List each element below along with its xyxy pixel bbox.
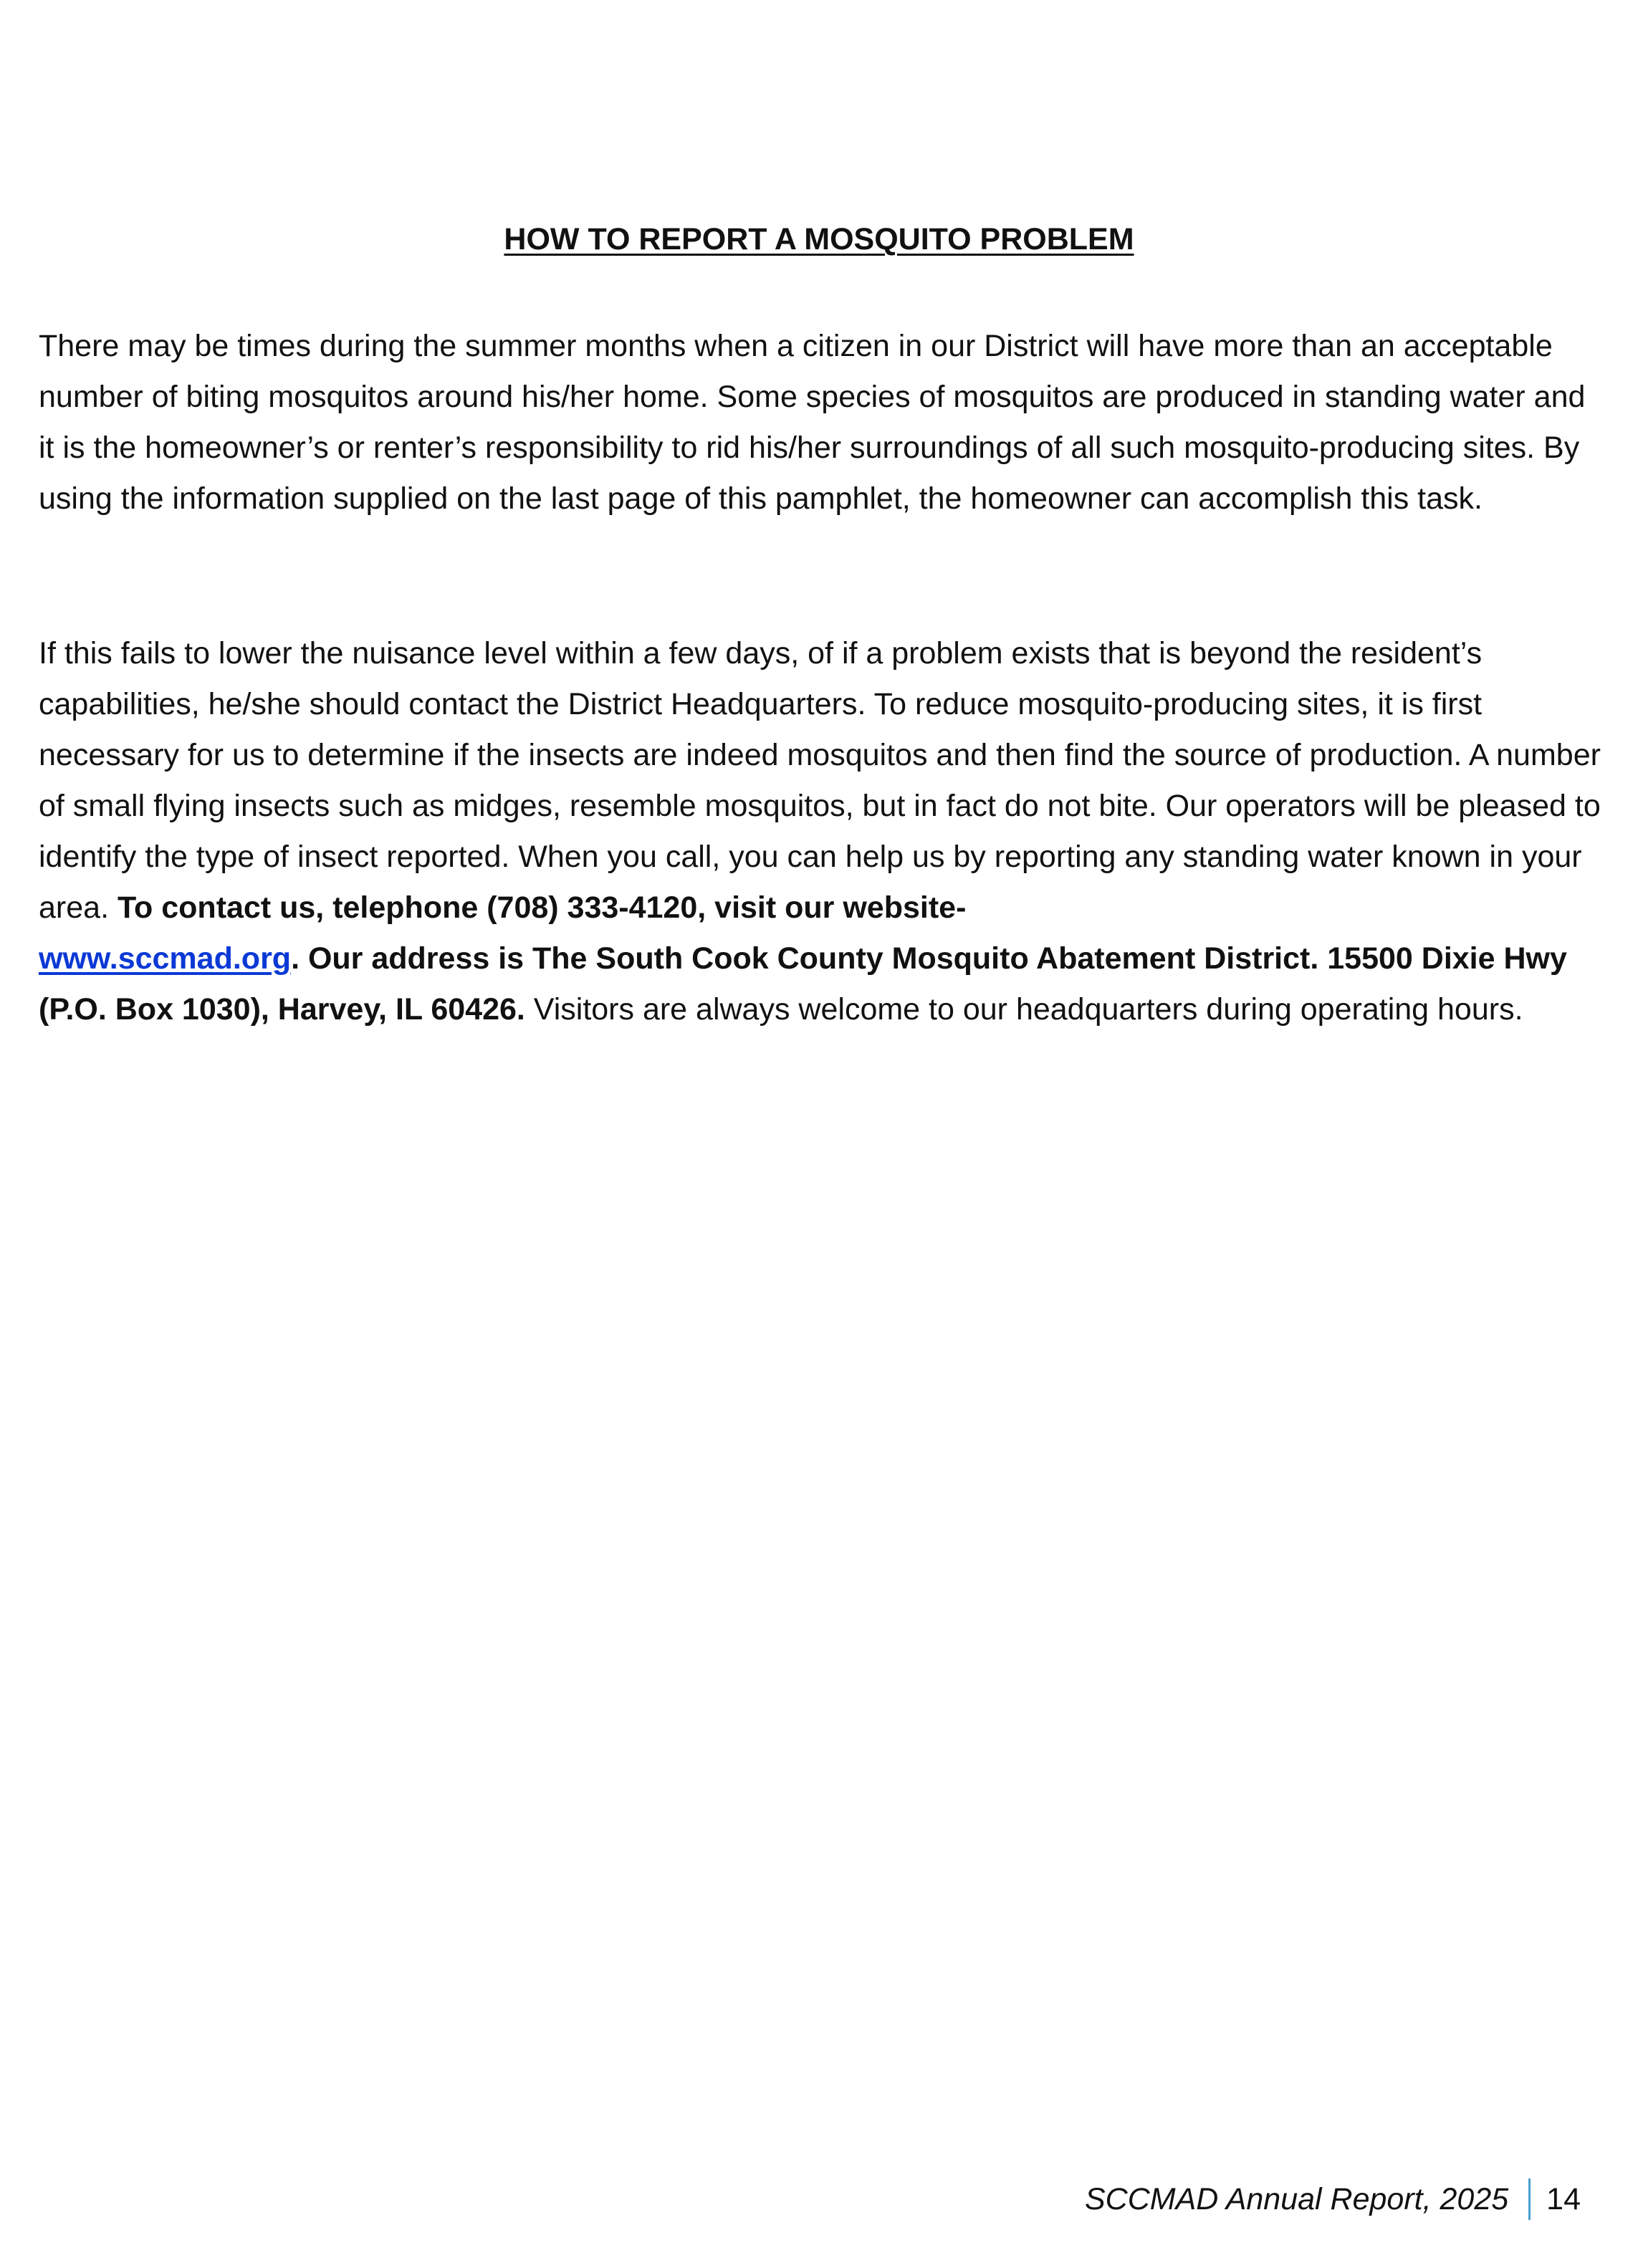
footer-report-label: SCCMAD Annual Report, 2025 [1085,2181,1509,2216]
paragraph-contact [39,628,1601,1035]
website-link[interactable]: www.sccmad.org [39,941,292,976]
contact-phone-text: To contact us, telephone (708) 333-4120, visit our website- [117,890,967,925]
visitors-text: Visitors are always welcome to our headquarters during operating hours. [525,992,1523,1027]
page-number: 14 [1546,2181,1581,2216]
page-footer [1085,2178,1581,2221]
page-title: HOW TO REPORT A MOSQUITO PROBLEM [504,222,1134,256]
paragraph-intro: There may be times during the summer months when a citizen in our District will have more than an acceptable number of biting mosquitos around his/her home. Some species of mosquitos are produced in standing water and it is the homeowner’s or renter’s responsibility to rid his/her surroundings of all such mosquito-producing sites. By using the information supplied on the last page of this pamphlet, the homeowner can accomplish this task. [39,329,1586,516]
address-text: . Our address is The South Cook County Mosquito Abatement District. 15500 Dixie Hwy (P.O. Box 1030), Harvey, IL 60426. [39,941,1567,1027]
paragraph-contact-intro: If this fails to lower the nuisance level within a few days, of if a problem exists that is beyond the resident’s capabilities, he/she should contact the District Headquarters. To reduce mosquito-producing sites, it is first necessary for us to determine if the insects are indeed mosquitos and then find the source of production. A number of small flying insects such as midges, resemble mosquitos, but in fact do not bite. Our operators will be pleased to identify the type of insect reported. When you call, you can help us by reporting any standing water known in your area. [39,636,1601,925]
footer-divider [1528,2178,1531,2220]
